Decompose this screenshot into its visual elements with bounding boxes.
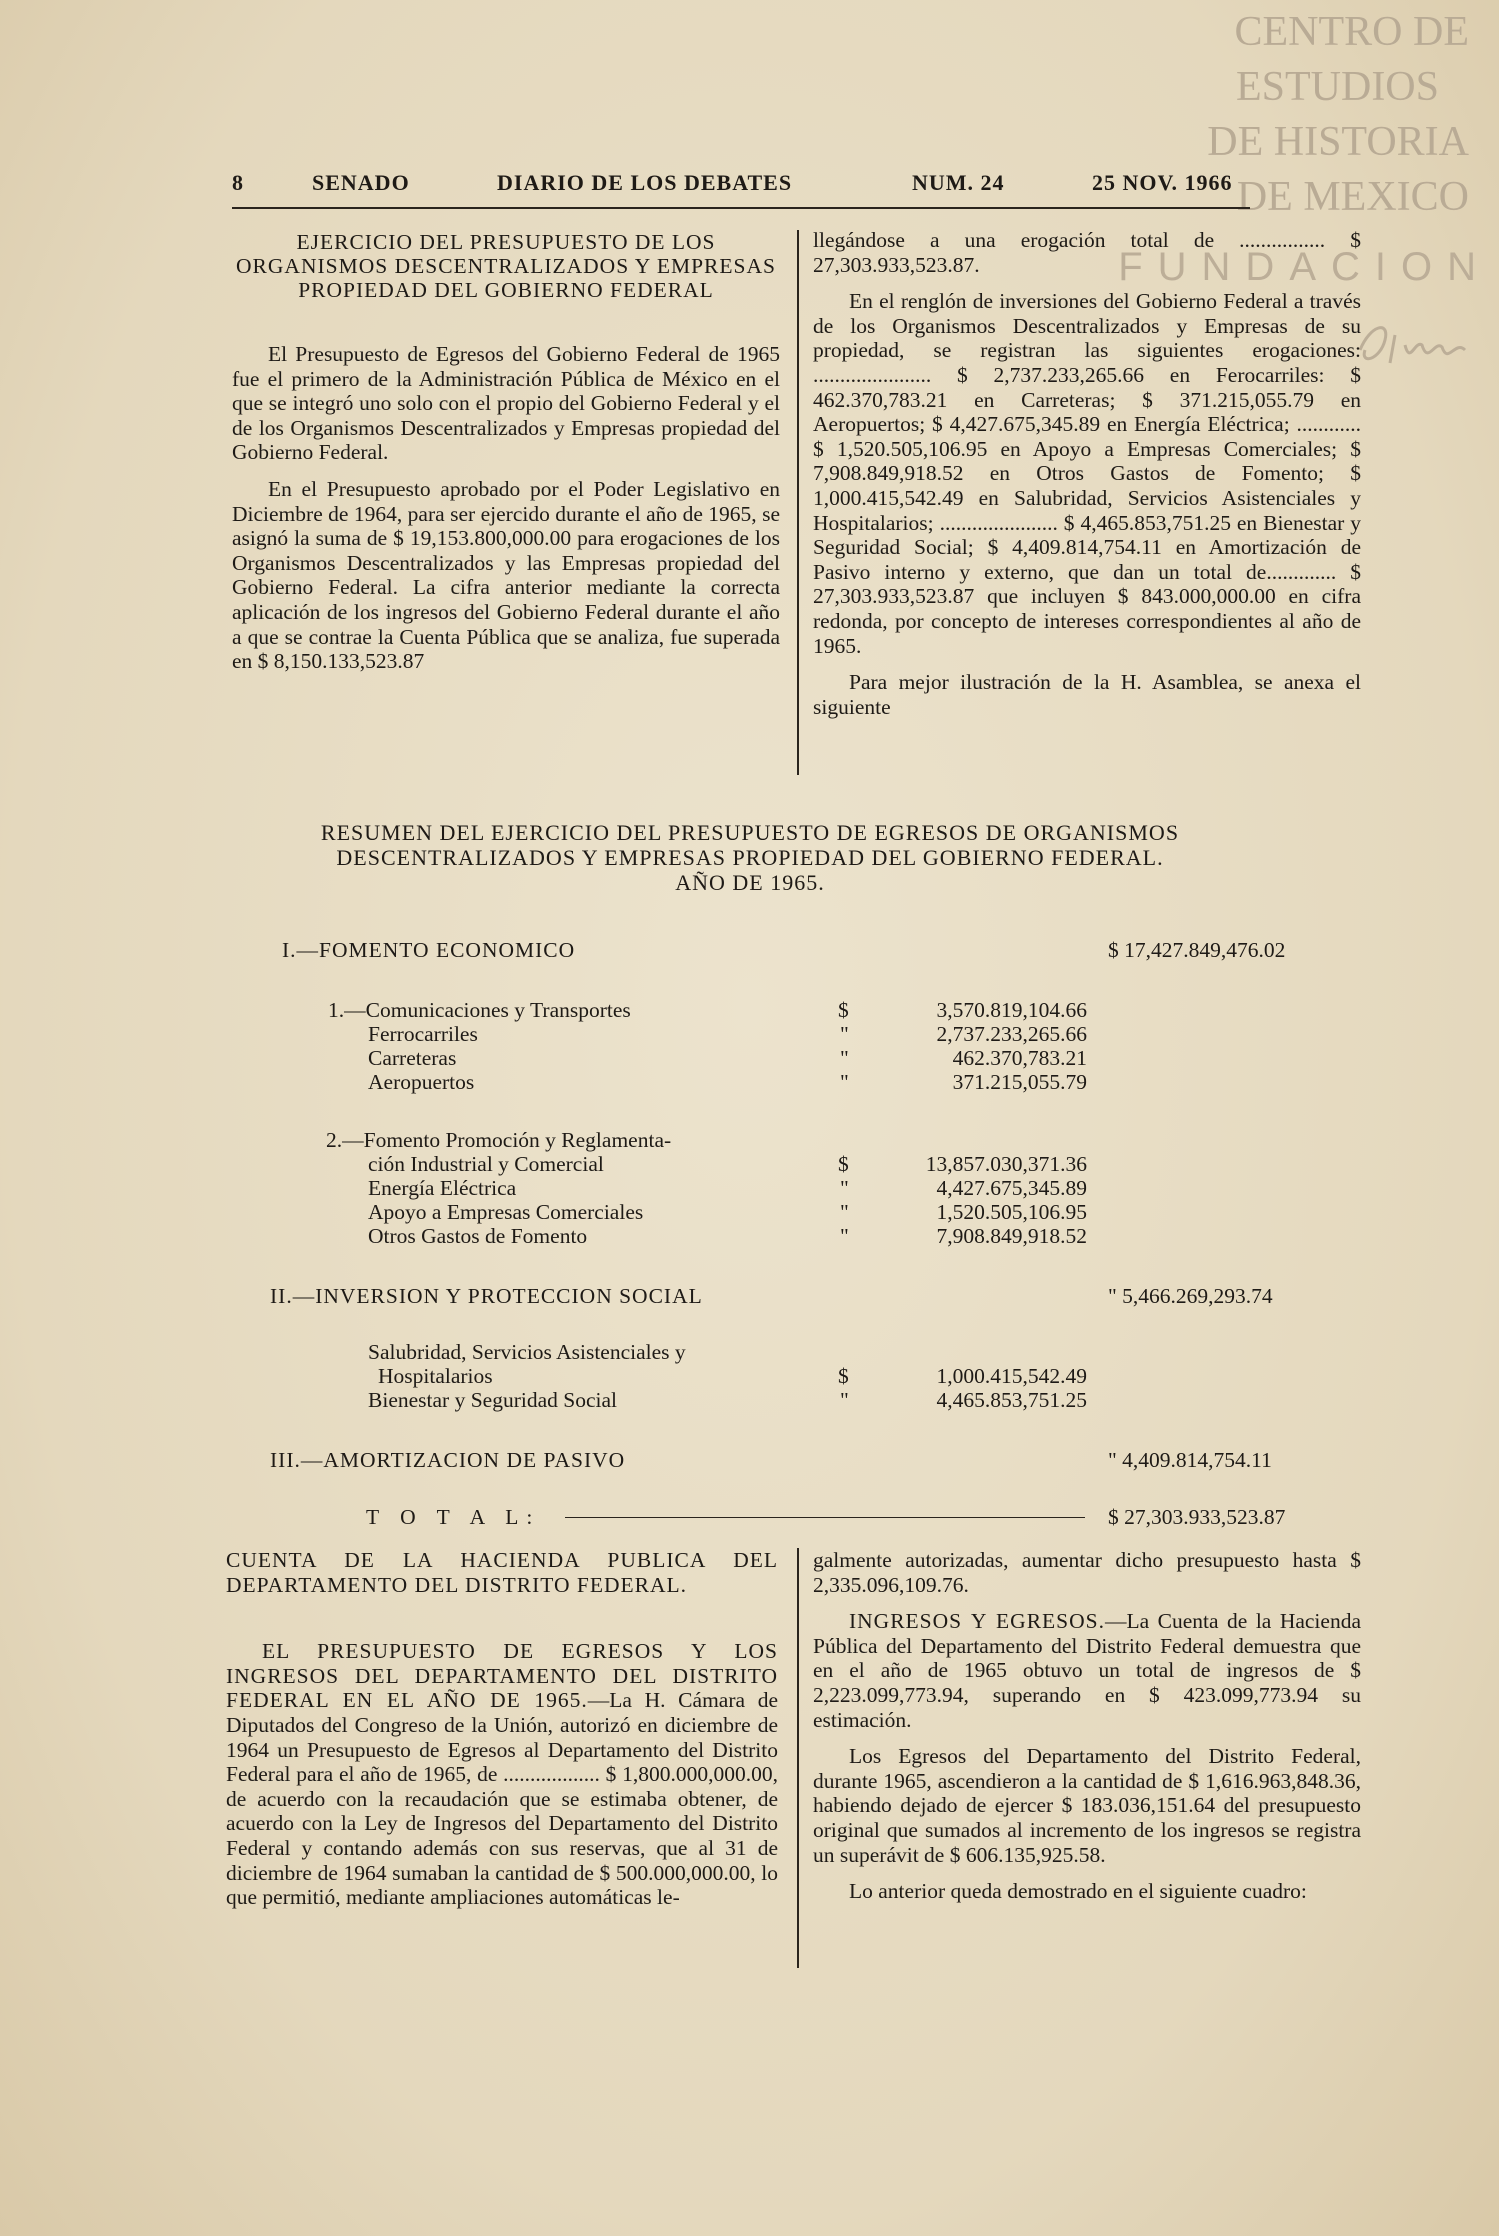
ditto-mark: " bbox=[840, 1070, 849, 1094]
issue-date: 25 NOV. 1966 bbox=[1092, 170, 1233, 195]
row-value: 3,570.819,104.66 bbox=[936, 998, 1087, 1022]
row-label: Energía Eléctrica bbox=[368, 1176, 517, 1200]
section-heading: EJERCICIO DEL PRESUPUESTO DE LOS ORGANISMOS DESCENTRALIZADOS Y EMPRESAS PROPIEDAD DEL GOBIERNO FEDERAL bbox=[236, 230, 776, 302]
total-label: T O T A L: bbox=[366, 1505, 541, 1529]
ditto-mark: " bbox=[840, 1022, 849, 1046]
row-label: Ferrocarriles bbox=[368, 1022, 478, 1046]
paragraph: Los Egresos del Departamento del Distrito Federal, durante 1965, ascendieron a la cantidad de $ 1,616.963,848.36, habiendo dejado de ejercer $ 183.036,151.64 del presupuesto original que sumados al incremento de los ingresos se registra un superávit de $ 606.135,925.58. bbox=[813, 1744, 1361, 1867]
row-label: Carreteras bbox=[368, 1046, 457, 1070]
subheading: EL PRESUPUESTO DE EGRESOS Y LOS INGRESOS DEL DEPARTAMENTO DEL DISTRITO FEDERAL EN EL AÑO DE 1965. bbox=[226, 1639, 778, 1713]
paragraph: Lo anterior queda demostrado en el siguiente cuadro: bbox=[849, 1879, 1307, 1904]
summary-title-line: RESUMEN DEL EJERCICIO DEL PRESUPUESTO DE EGRESOS DE ORGANISMOS bbox=[320, 820, 1180, 845]
section-fomento: I.—FOMENTO ECONOMICO bbox=[282, 938, 576, 962]
chamber-name: SENADO bbox=[312, 170, 410, 195]
section-amortizacion: III.—AMORTIZACION DE PASIVO bbox=[270, 1448, 626, 1472]
paragraph: llegándose a una erogación total de ................ $ 27,303.933,523.87. bbox=[813, 228, 1361, 277]
row-value: 2,737.233,265.66 bbox=[936, 1022, 1087, 1046]
summary-title bbox=[200, 820, 1300, 895]
ditto-mark: " bbox=[840, 1046, 849, 1070]
row-value: 462.370,783.21 bbox=[952, 1046, 1087, 1070]
right-column-bottom bbox=[813, 1548, 1361, 1916]
paragraph-text: —La H. Cámara de Diputados del Congreso de la Unión, autorizó en diciembre de 1964 un Presupuesto de Egresos al Departamento del Distrito Federal para el año de 1965, de .................. $ 1,800.000,000.00, de acuerdo con la recaudación que se estimaba obtener, de acuerdo con la Ley de Ingresos del Departamento del Distrito Federal y contando además con sus reservas, que al 31 de diciembre de 1964 sumaban la cantidad de $ 500.000,000.00, lo que permitió, mediante ampliaciones automáticas le- bbox=[226, 1688, 778, 1910]
paragraph: Para mejor ilustración de la H. Asamblea, se anexa el siguiente bbox=[813, 670, 1361, 719]
row-value: 371.215,055.79 bbox=[952, 1070, 1087, 1094]
journal-title: DIARIO DE LOS DEBATES bbox=[497, 170, 793, 195]
ditto-mark: " bbox=[840, 1176, 849, 1200]
section-inversion: II.—INVERSION Y PROTECCION SOCIAL bbox=[270, 1284, 703, 1308]
row-value: 1,520.505,106.95 bbox=[936, 1200, 1087, 1224]
left-column-bottom bbox=[226, 1548, 778, 1910]
watermark-line-2: ESTUDIOS bbox=[1235, 64, 1439, 110]
watermark-line-3: DE HISTORIA bbox=[1207, 119, 1469, 165]
right-column-top bbox=[813, 228, 1361, 731]
ditto-mark: " bbox=[840, 1200, 849, 1224]
paragraph-text: —La Cuenta de la Hacienda Pública del Departamento del Distrito Federal demuestra que en el año de 1965 obtuvo un total de ingresos de $ 2,223.099,773.94, superando en $ 423.099,773.94 su estimación. bbox=[813, 1609, 1361, 1732]
row-value: 7,908.849,918.52 bbox=[936, 1224, 1087, 1248]
paragraph: El Presupuesto de Egresos del Gobierno Federal de 1965 fue el primero de la Administración Pública de México en el que se integró uno solo con el propio del Gobierno Federal y el de los Organismos Descentralizados y Empresas propiedad del Gobierno Federal. bbox=[232, 342, 780, 465]
row-value: 4,465.853,751.25 bbox=[936, 1388, 1087, 1412]
ditto-mark: " bbox=[840, 1388, 849, 1412]
row-label: ción Industrial y Comercial bbox=[368, 1152, 604, 1176]
grand-total: $ 27,303.933,523.87 bbox=[1108, 1505, 1286, 1529]
issue-number: NUM. 24 bbox=[912, 170, 1005, 195]
section-heading: CUENTA DE LA HACIENDA PUBLICA DEL DEPARTAMENTO DEL DISTRITO FEDERAL. bbox=[226, 1548, 778, 1597]
row-label: Aeropuertos bbox=[368, 1070, 475, 1094]
row-label: Otros Gastos de Fomento bbox=[368, 1224, 588, 1248]
currency-symbol: $ bbox=[838, 998, 849, 1022]
row-value: 1,000.415,542.49 bbox=[936, 1364, 1087, 1388]
paragraph: En el renglón de inversiones del Gobierno Federal a través de los Organismos Descentralizados y Empresas de su propiedad, se registran las siguientes erogaciones: ...................... $ 2,737.233,265.66 en Ferocarriles: $ 462.370,783.21 en Carreteras; $ 371.215,055.79 en Aeropuertos; $ 4,427.675,345.89 en Energía Eléctrica; ............ $ 1,520.505,106.95 en Apoyo a Empresas Comerciales; $ 7,908.849,918.52 en Otros Gastos de Fomento; $ 1,000.415,542.49 en Salubridad, Servicios Asistenciales y Hospitalarios; ...................... $ 4,465.853,751.25 en Bienestar y Seguridad Social; $ 4,409.814,754.11 en Amortización de Pasivo interno y externo, que dan un total de............. $ 27,303.933,523.87 que incluyen $ 843.000,000.00 en cifra redonda, por concepto de intereses correspondientes al año de 1965. bbox=[813, 289, 1361, 658]
currency-symbol: $ bbox=[838, 1364, 849, 1388]
row-value: 4,427.675,345.89 bbox=[936, 1176, 1087, 1200]
column-divider bbox=[797, 230, 799, 775]
paragraph bbox=[813, 1609, 1361, 1732]
page-number: 8 bbox=[232, 170, 244, 195]
paragraph: galmente autorizadas, aumentar dicho presupuesto hasta $ 2,335.096,109.76. bbox=[813, 1548, 1361, 1597]
ditto-mark: " bbox=[840, 1224, 849, 1248]
section-total: " 5,466.269,293.74 bbox=[1108, 1284, 1273, 1308]
row-label: Bienestar y Seguridad Social bbox=[368, 1388, 617, 1412]
section-total: $ 17,427.849,476.02 bbox=[1108, 938, 1286, 962]
row-value: 13,857.030,371.36 bbox=[925, 1152, 1087, 1176]
total-leader-line bbox=[565, 1517, 1085, 1518]
watermark-fundacion: FUNDACION bbox=[1118, 245, 1491, 289]
section-total: " 4,409.814,754.11 bbox=[1108, 1448, 1272, 1472]
watermark-signature bbox=[1350, 305, 1490, 375]
row-label: 1.—Comunicaciones y Transportes bbox=[328, 998, 631, 1022]
paragraph bbox=[226, 1639, 778, 1910]
row-label: Hospitalarios bbox=[378, 1364, 493, 1388]
row-label: 2.—Fomento Promoción y Reglamenta- bbox=[326, 1128, 672, 1152]
subheading: INGRESOS Y EGRESOS. bbox=[849, 1609, 1105, 1634]
row-label: Salubridad, Servicios Asistenciales y bbox=[368, 1340, 686, 1364]
summary-title-line: AÑO DE 1965. bbox=[675, 870, 825, 895]
paragraph: En el Presupuesto aprobado por el Poder Legislativo en Diciembre de 1964, para ser ejercido durante el año de 1965, se asignó la suma de $ 19,153.800,000.00 para erogaciones de los Organismos Descentralizados y las Empresas propiedad del Gobierno Federal. La cifra anterior mediante la correcta aplicación de los ingresos del Gobierno Federal durante el año a que se contrae la Cuenta Pública que se analiza, fue superada en $ 8,150.133,523.87 bbox=[232, 476, 780, 674]
column-divider bbox=[797, 1548, 799, 1968]
summary-title-line: DESCENTRALIZADOS Y EMPRESAS PROPIEDAD DEL GOBIERNO FEDERAL. bbox=[336, 845, 1164, 870]
currency-symbol: $ bbox=[838, 1152, 849, 1176]
watermark-line-1: CENTRO DE bbox=[1234, 9, 1469, 55]
header-rule bbox=[232, 207, 1250, 209]
page-header bbox=[232, 170, 1250, 200]
left-column-top bbox=[232, 230, 780, 686]
row-label: Apoyo a Empresas Comerciales bbox=[368, 1200, 644, 1224]
watermark-line-4: DE MEXICO bbox=[1236, 174, 1469, 220]
